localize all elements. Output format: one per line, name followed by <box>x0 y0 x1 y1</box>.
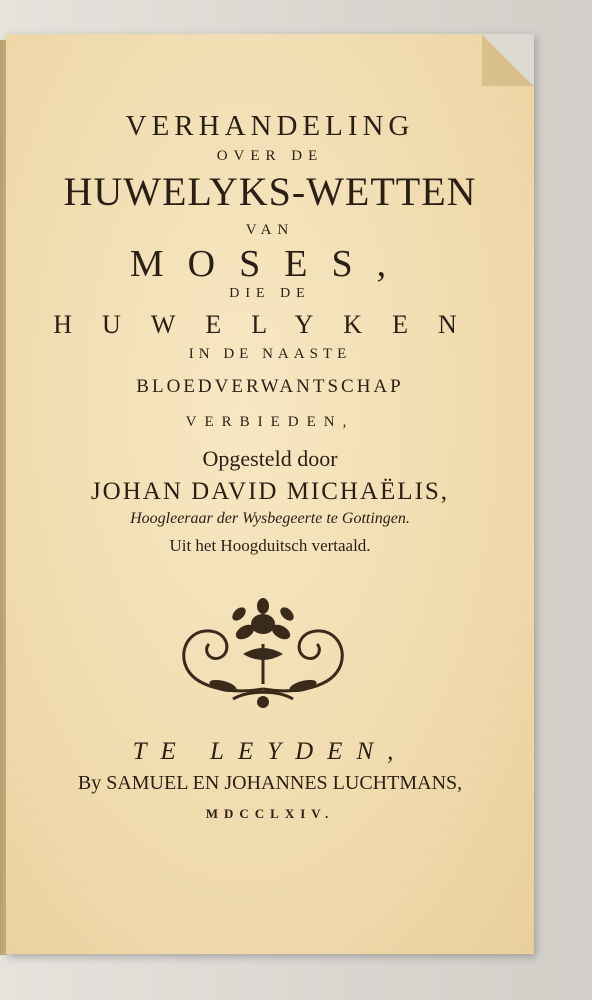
title-line-moses: MOSES, <box>129 243 411 285</box>
imprint-year: MDCCLXIV. <box>205 806 335 821</box>
title-line-verhandeling: VERHANDELING <box>125 110 415 142</box>
title-line-bloedverwantschap: BLOEDVERWANTSCHAP <box>136 376 404 397</box>
title-line-in-de-naaste: IN DE NAASTE <box>188 346 352 362</box>
title-line-die-de: DIE DE <box>229 286 311 301</box>
author-title: Hoogleeraar der Wysbegeerte te Gottingen. <box>130 510 410 527</box>
title-line-verbieden: VERBIEDEN, <box>185 414 355 430</box>
author-name: JOHAN DAVID MICHAËLIS, <box>90 478 450 505</box>
compiled-by-line: Opgesteld door <box>202 446 338 471</box>
translation-note: Uit het Hoogduitsch vertaald. <box>169 536 371 555</box>
title-line-over-de: OVER DE <box>216 148 324 164</box>
title-line-huwelyken: HUWELYKEN <box>53 310 487 339</box>
title-line-van: VAN <box>245 222 295 238</box>
title-line-huwelyks-wetten: HUWELYKS-WETTEN <box>63 169 477 214</box>
imprint-place: TE LEYDEN, <box>132 738 408 765</box>
title-page <box>6 34 534 954</box>
imprint-publisher: By SAMUEL EN JOHANNES LUCHTMANS, <box>77 772 463 794</box>
floral-vignette-icon <box>173 594 353 714</box>
